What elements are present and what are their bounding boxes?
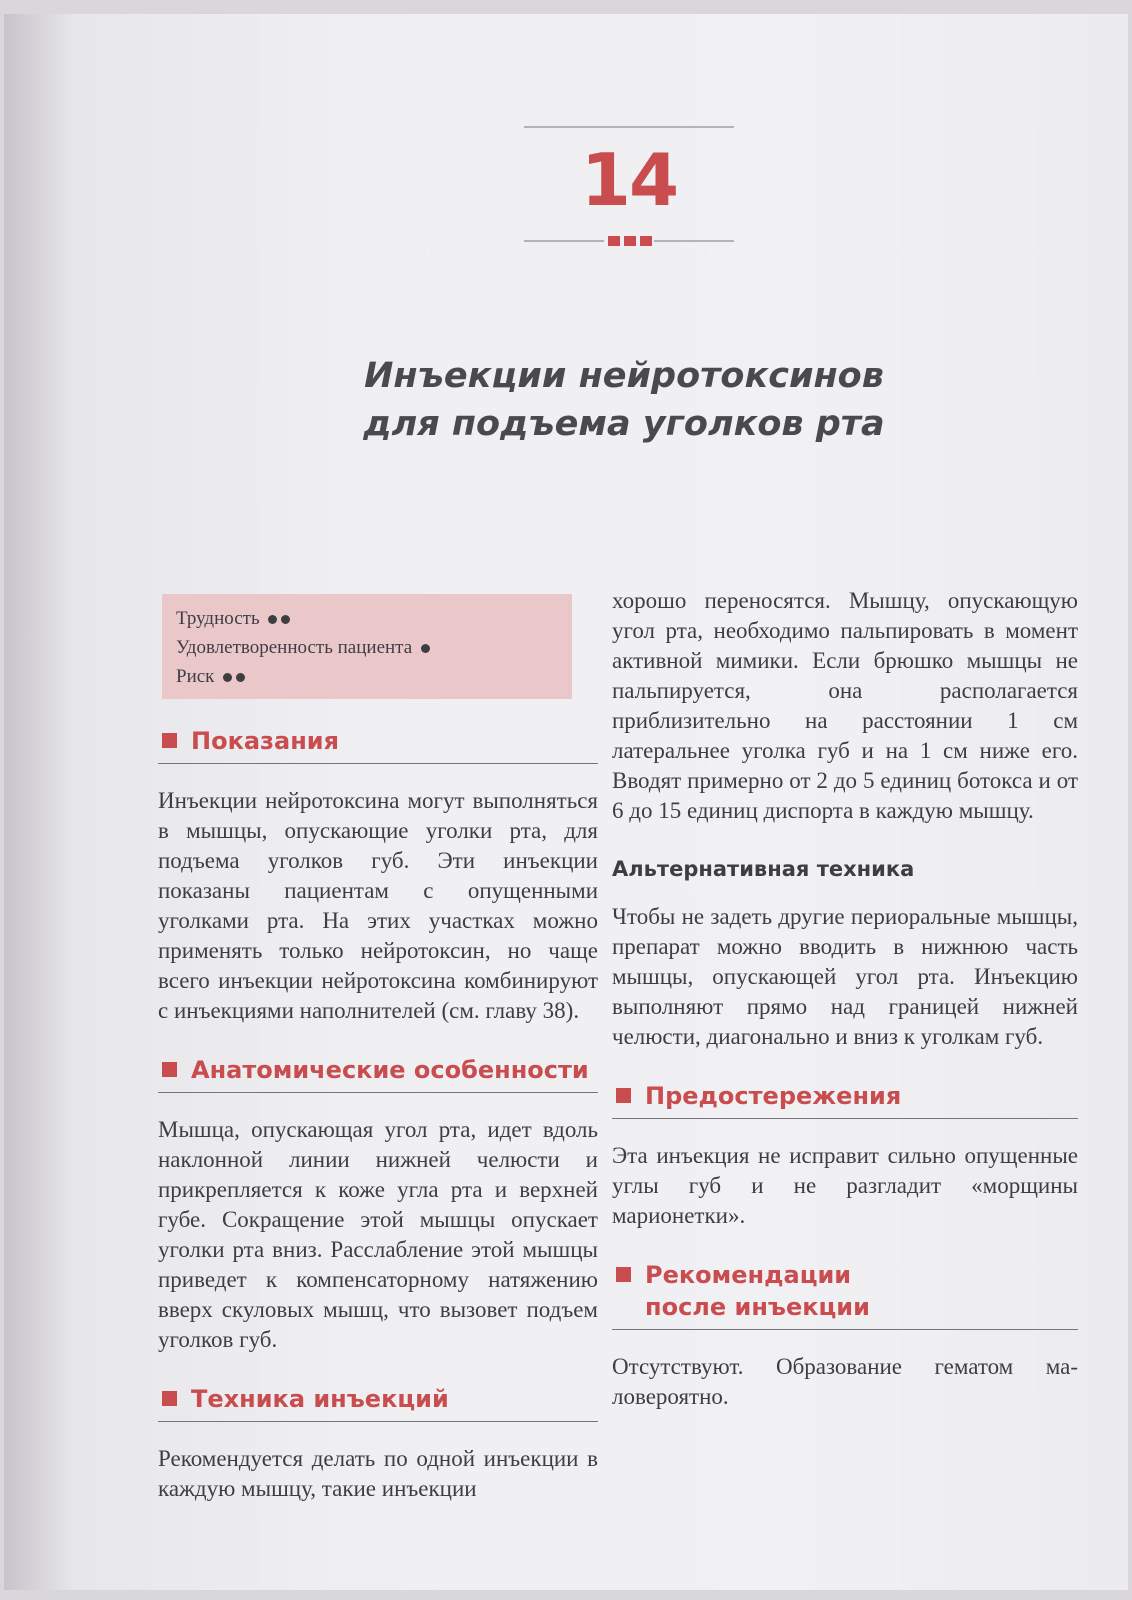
section-heading-text: Предостережения	[645, 1082, 902, 1110]
right-column	[612, 586, 1078, 1440]
rating-risk	[176, 662, 558, 691]
rating-label: Трудность	[176, 608, 260, 629]
heading-square-icon	[162, 733, 177, 748]
section-heading-anatomy	[158, 1054, 598, 1093]
rating-dots	[219, 666, 245, 687]
rating-dots	[417, 637, 430, 658]
aftercare-text: Отсутствуют. Образование гематом маловероятно.	[612, 1354, 1078, 1409]
chapter-header	[524, 126, 734, 246]
heading-square-icon	[616, 1088, 631, 1103]
section-heading-text: Техника инъекций	[191, 1385, 449, 1413]
section-heading-text: Анатомические особенности	[191, 1056, 589, 1084]
section-heading-text	[645, 1259, 870, 1323]
rating-dot-icon	[223, 673, 232, 682]
left-column	[158, 594, 598, 1532]
heading-square-icon	[162, 1391, 177, 1406]
alternative-text: Чтобы не задеть другие периоральные мышцы, препарат можно вводить в нижнюю часть мышцы, опускающей угол рта. Инъекцию выполняют прямо над границей нижней челюсти, диагонально и вниз к уголкам губ.	[612, 904, 1078, 1049]
cautions-text: Эта инъекция не исправит сильно опущенные углы губ и не разгладит «морщины марионетки».	[612, 1143, 1078, 1228]
rating-label: Удовлетворенность пациента	[176, 637, 413, 658]
chapter-ornament	[608, 236, 652, 246]
chapter-title	[304, 352, 944, 448]
book-page	[4, 14, 1128, 1590]
section-heading-indications	[158, 725, 598, 764]
heading-square-icon	[616, 1267, 631, 1282]
heading-square-icon	[162, 1062, 177, 1077]
technique-text-start: Рекомендуется делать по одной инъекции в каждую мышцу, такие инъекции	[158, 1446, 598, 1501]
heading-line: после инъекции	[645, 1293, 870, 1321]
ornament-square	[608, 236, 620, 246]
chapter-title-line: Инъекции нейротоксинов	[364, 356, 884, 396]
section-heading-aftercare	[612, 1259, 1078, 1330]
ornament-square	[640, 236, 652, 246]
technique-text-continued: хорошо переносятся. Мышцу, опускающую угол рта, необходимо пальпировать в момент активной мимики. Если брюшко мышцы не пальпируется, она располагается приблизительно на расстоянии 1 см латеральнее уголка губ и на 1 см ниже его. Вводят примерно от 2 до 5 единиц ботокса и от 6 до 15 единиц диспорта в каждую мышцу.	[612, 588, 1078, 823]
subheading-alternative: Альтернативная техника	[612, 857, 915, 881]
rating-box	[162, 594, 572, 699]
heading-line: Рекомендации	[645, 1261, 852, 1289]
rating-difficulty	[176, 604, 558, 633]
rating-dot-icon	[281, 615, 290, 624]
rating-label: Риск	[176, 666, 215, 687]
rating-dot-icon	[421, 644, 430, 653]
anatomy-text: Мышца, опускающая угол рта, идет вдоль наклонной линии нижней челюсти и прикрепляется к коже угла рта и верхней губе. Сокращение этой мышцы опускает уголки рта вниз. Расслабление этой мышцы приведет к компенсаторному натяжению вверх скуловых мышц, что вызовет подъем уголков губ.	[158, 1117, 598, 1352]
section-heading-technique	[158, 1383, 598, 1422]
chapter-bottom-rule-right	[654, 240, 734, 242]
rating-dot-icon	[268, 615, 277, 624]
section-heading-cautions	[612, 1080, 1078, 1119]
ornament-square	[624, 236, 636, 246]
chapter-bottom-rule-left	[524, 240, 604, 242]
chapter-number: 14	[580, 138, 678, 222]
indications-text: Инъекции нейротоксина могут выполняться в мышцы, опускающие уголки рта, для подъема уголков губ. Эти инъекции показаны пациентам с опущенными уголками рта. На этих участках можно применять только нейротоксин, но чаще всего инъекции нейротоксина комбинируют с инъекциями наполнителей (см. главу 38).	[158, 788, 598, 1023]
rating-dot-icon	[236, 673, 245, 682]
rating-satisfaction	[176, 633, 558, 662]
chapter-top-rule	[524, 126, 734, 128]
section-heading-text: Показания	[191, 727, 340, 755]
chapter-title-line: для подъема уголков рта	[363, 404, 885, 444]
rating-dots	[264, 608, 290, 629]
